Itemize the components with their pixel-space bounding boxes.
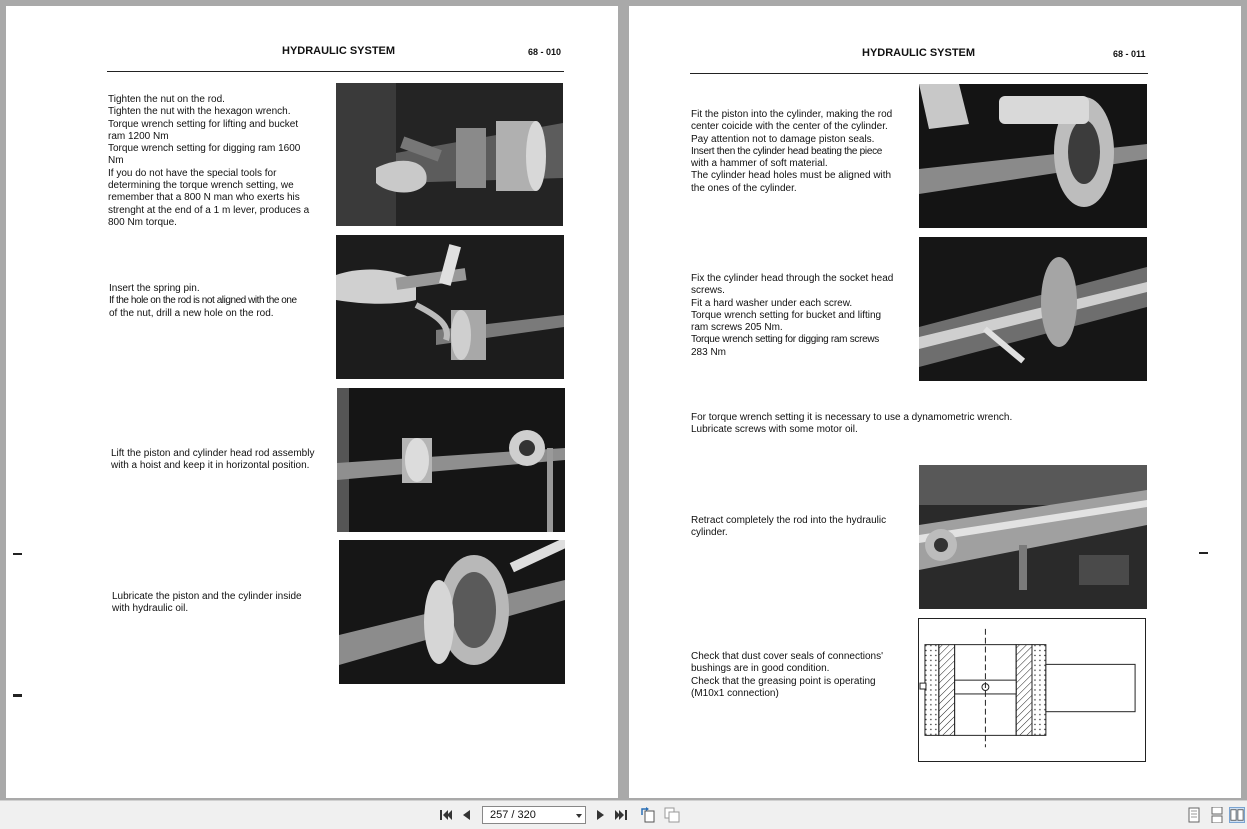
photo-spring-pin: [336, 235, 564, 379]
photo-tighten-nut: [336, 83, 563, 226]
page-number: 68 - 011: [1113, 49, 1146, 59]
instruction-paragraph: Check that dust cover seals of connections' bushings are in good condition. Check that the greasing point is operating (M10x1 connection): [691, 651, 884, 699]
next-page-icon[interactable]: [592, 807, 608, 823]
viewer-toolbar: [0, 800, 1247, 829]
photo-retract-rod: [919, 465, 1147, 609]
page-indicator: 257 / 320: [490, 809, 536, 821]
page-selector[interactable]: [482, 806, 586, 824]
instruction-paragraph: Insert the spring pin. If the hole on the rod is not aligned with the one of the nut, drill a new hole on the rod.: [109, 283, 297, 319]
left-page: [6, 6, 618, 798]
prev-page-icon[interactable]: [459, 807, 475, 823]
chevron-down-icon: [576, 814, 582, 818]
header-rule: [107, 71, 564, 72]
header-rule: [690, 73, 1148, 74]
instruction-paragraph: Lift the piston and cylinder head rod assembly with a hoist and keep it in horizontal position.: [111, 448, 315, 472]
instruction-paragraph: Tighten the nut on the rod. Tighten the nut with the hexagon wrench. Torque wrench setting for lifting and bucket ram 1200 Nm Torque wrench setting for digging ram 1600 Nm If you do not have the special tools for determining the torque wrench setting, we remember that a 800 N man who exerts his strenght at the end of a 1 m lever, produces a 800 Nm torque.: [108, 94, 310, 228]
scan-mark: [13, 694, 22, 697]
instruction-paragraph: Lubricate the piston and the cylinder inside with hydraulic oil.: [112, 591, 302, 615]
copy-icon[interactable]: [664, 807, 680, 823]
two-page-view-icon[interactable]: [1229, 807, 1245, 823]
continuous-view-icon[interactable]: [1209, 807, 1225, 823]
single-page-view-icon[interactable]: [1186, 807, 1202, 823]
rotate-icon[interactable]: [640, 807, 656, 823]
instruction-paragraph: For torque wrench setting it is necessary to use a dynamometric wrench. Lubricate screws with some motor oil.: [691, 412, 1013, 436]
page-header-title: HYDRAULIC SYSTEM: [862, 47, 976, 59]
photo-cylinder-head-screws: [919, 237, 1147, 381]
page-header-title: HYDRAULIC SYSTEM: [282, 45, 396, 57]
instruction-paragraph: Retract completely the rod into the hydraulic cylinder.: [691, 515, 887, 539]
photo-lubricate-piston: [339, 540, 565, 684]
instruction-paragraph: Fix the cylinder head through the socket head screws. Fit a hard washer under each screw. Torque wrench setting for bucket and lifting ram screws 205 Nm. Torque wrench setting for digging ram screws 283 Nm: [691, 273, 894, 358]
instruction-paragraph: Fit the piston into the cylinder, making the rod center coicide with the center of the cylinder. Pay attention not to damage piston seals. Insert then the cylinder head beating the piece with a hammer of soft material. The cylinder head holes must be aligned with the ones of the cylinder.: [691, 109, 893, 194]
diagram-bushing-section: [918, 618, 1146, 762]
photo-lift-piston: [337, 388, 565, 532]
page-number: 68 - 010: [528, 47, 562, 57]
last-page-icon[interactable]: [614, 807, 630, 823]
scan-mark: [13, 553, 22, 555]
scan-mark: [1199, 552, 1208, 554]
photo-fit-piston: [919, 84, 1147, 228]
right-page: [629, 6, 1241, 798]
first-page-icon[interactable]: [437, 807, 453, 823]
